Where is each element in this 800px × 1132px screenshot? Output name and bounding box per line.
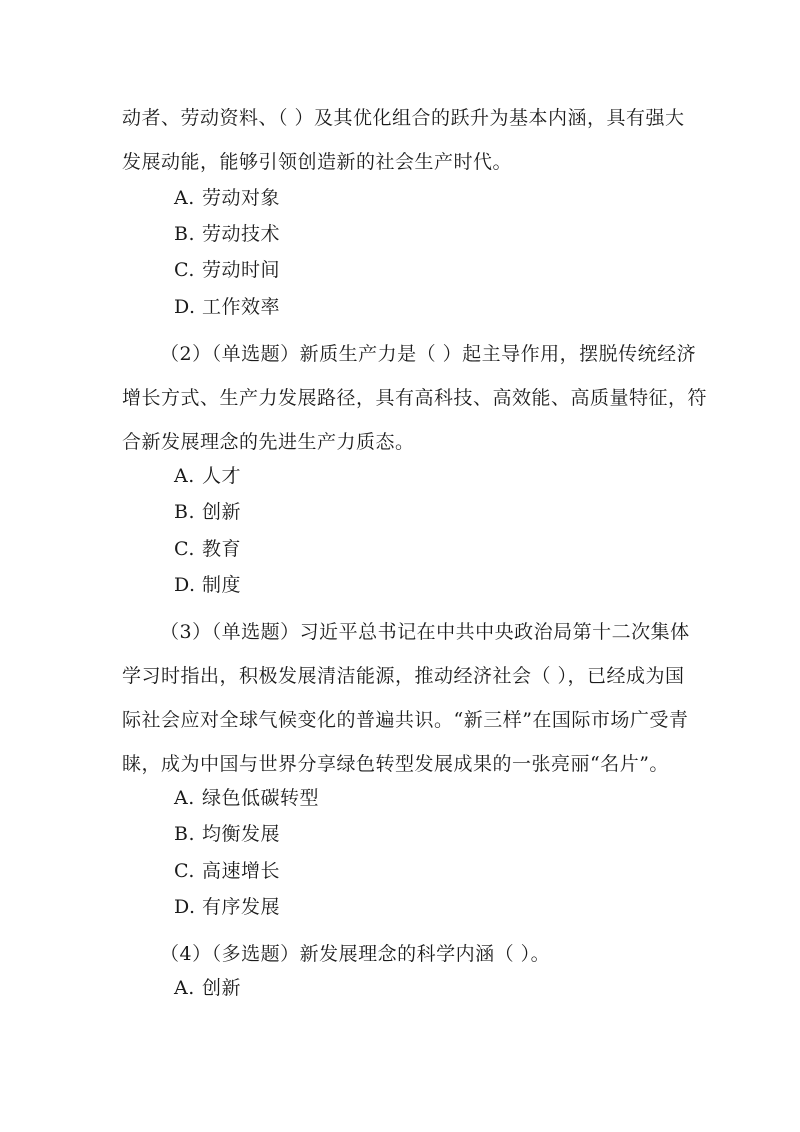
- option-text: 有序发展: [202, 896, 281, 918]
- question1-option-a: [174, 186, 280, 210]
- option-text: 劳动技术: [202, 223, 281, 245]
- question2-option-b: [174, 500, 241, 524]
- question1-stem-line-1: 动者、劳动资料、（ ）及其优化组合的跃升为基本内涵，具有强大: [122, 107, 685, 129]
- question2-stem-line-3: 合新发展理念的先进生产力质态。: [122, 431, 415, 453]
- option-text: 劳动时间: [202, 259, 281, 281]
- question1-option-c: [174, 258, 280, 282]
- question3-option-b: [174, 822, 280, 846]
- question4-option-a: [174, 976, 241, 1000]
- question3-stem-line-2: 学习时指出，积极发展清洁能源，推动经济社会（ ），已经成为国: [122, 665, 685, 687]
- option-letter: A.: [174, 977, 195, 999]
- question2-stem-line-1: （2）（单选题）新质生产力是（ ）起主导作用，摆脱传统经济: [160, 343, 697, 365]
- question2-stem-line-2: 增长方式、生产力发展路径，具有高科技、高效能、高质量特征，符: [122, 387, 708, 409]
- option-text: 高速增长: [202, 860, 281, 882]
- option-text: 创新: [202, 501, 242, 523]
- option-text: 制度: [202, 574, 242, 596]
- option-letter: B.: [174, 223, 196, 245]
- option-text: 创新: [202, 977, 242, 999]
- question3-option-d: [174, 895, 280, 919]
- option-text: 绿色低碳转型: [202, 787, 320, 809]
- option-letter: C.: [174, 538, 195, 560]
- option-letter: C.: [174, 259, 195, 281]
- question2-option-d: [174, 573, 241, 597]
- option-letter: B.: [174, 823, 196, 845]
- question1-option-d: [174, 295, 280, 319]
- question3-stem-line-4: 睐，成为中国与世界分享绿色转型发展成果的一张亮丽“名片”。: [122, 753, 669, 775]
- option-letter: D.: [174, 574, 196, 596]
- option-letter: D.: [174, 896, 196, 918]
- question3-option-c: [174, 859, 280, 883]
- question4-stem-line-1: （4）（多选题）新发展理念的科学内涵（ ）。: [160, 943, 551, 965]
- option-letter: A.: [174, 787, 195, 809]
- option-letter: D.: [174, 296, 196, 318]
- question1-option-b: [174, 222, 280, 246]
- option-text: 人才: [202, 465, 242, 487]
- question1-stem-line-2: 发展动能，能够引领创造新的社会生产时代。: [122, 151, 513, 173]
- option-letter: A.: [174, 187, 195, 209]
- option-text: 均衡发展: [202, 823, 281, 845]
- option-letter: B.: [174, 501, 196, 523]
- option-letter: C.: [174, 860, 195, 882]
- option-text: 教育: [202, 538, 242, 560]
- option-letter: A.: [174, 465, 195, 487]
- option-text: 工作效率: [202, 296, 281, 318]
- question2-option-c: [174, 537, 241, 561]
- question3-stem-line-3: 际社会应对全球气候变化的普遍共识。“新三样”在国际市场广受青: [122, 709, 689, 731]
- question3-option-a: [174, 786, 319, 810]
- question2-option-a: [174, 464, 241, 488]
- option-text: 劳动对象: [202, 187, 281, 209]
- question3-stem-line-1: （3）（单选题）习近平总书记在中共中央政治局第十二次集体: [160, 621, 690, 643]
